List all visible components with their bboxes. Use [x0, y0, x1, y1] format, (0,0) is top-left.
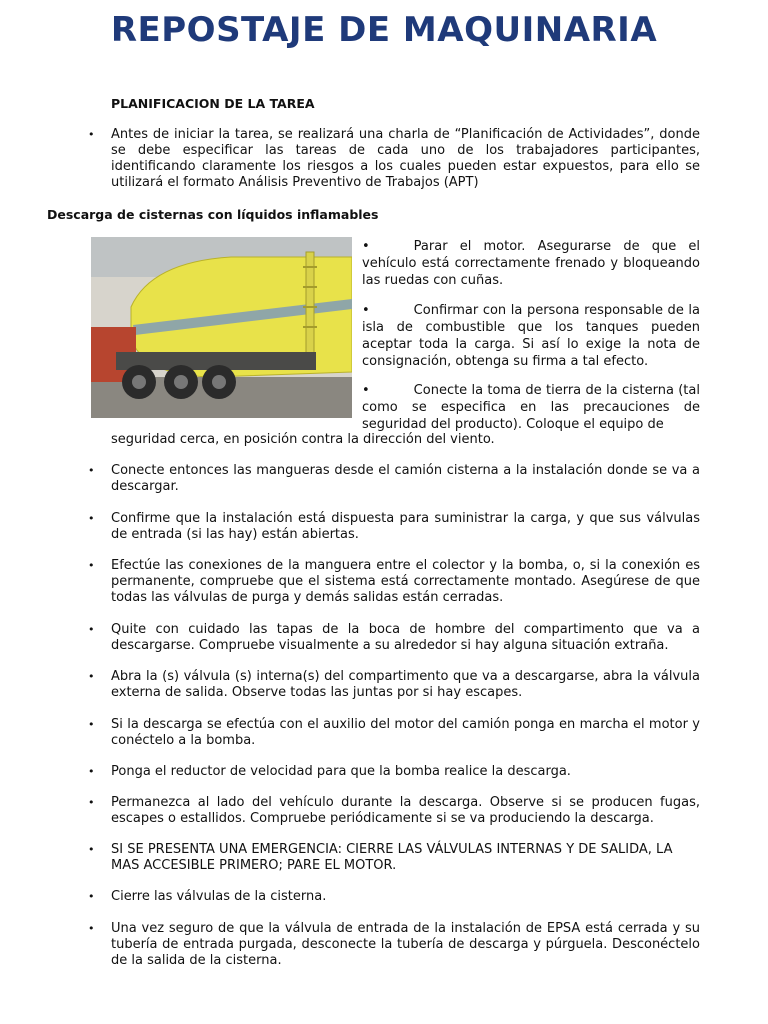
list-item: Abra la (s) válvula (s) interna(s) del compartimento que va a descargarse, abra la válvula externa de salida. Observe todas las juntas por si hay escapes.	[111, 669, 700, 700]
bullet-icon: •	[88, 718, 95, 731]
tanker-truck-illustration	[91, 237, 352, 418]
list-item: Cierre las válvulas de la cisterna.	[111, 889, 327, 904]
bullet-icon: •	[88, 128, 95, 141]
bullet-icon: •	[362, 383, 370, 398]
tanker-truck-photo	[91, 237, 352, 418]
section-heading-discharge: Descarga de cisternas con líquidos inflamables	[47, 207, 379, 222]
bullet-icon: •	[88, 464, 95, 477]
side-item-continuation: seguridad cerca, en posición contra la dirección del viento.	[111, 432, 495, 447]
list-item: Conecte entonces las mangueras desde el camión cisterna a la instalación donde se va a descargar.	[111, 463, 700, 494]
section-heading-planning: PLANIFICACION DE LA TAREA	[111, 96, 315, 111]
bullet-icon: •	[88, 796, 95, 809]
page-title: REPOSTAJE DE MAQUINARIA	[110, 10, 658, 50]
list-item: Una vez seguro de que la válvula de entrada de la instalación de EPSA está cerrada y su tubería de entrada purgada, desconecte la tubería de descarga y púrguela. Desconéctelo de la salida de la cisterna.	[111, 921, 700, 968]
bullet-icon: •	[88, 559, 95, 572]
bullet-icon: •	[362, 303, 370, 318]
list-item: Permanezca al lado del vehículo durante la descarga. Observe si se producen fugas, escapes o estallidos. Compruebe periódicamente si se va produciendo la descarga.	[111, 795, 700, 826]
bullet-icon: •	[88, 922, 95, 935]
bullet-icon: •	[88, 512, 95, 525]
bullet-icon: •	[88, 623, 95, 636]
bullet-icon: •	[362, 239, 370, 254]
planning-paragraph: Antes de iniciar la tarea, se realizará una charla de “Planificación de Actividades”, donde se debe especificar las tareas de cada uno de los trabajadores participantes, identificando claramente los riesgos a los cuales pueden estar expuestos, para ello se utilizará el formato Análisis Preventivo de Trabajos (APT)	[111, 127, 700, 190]
side-item-2	[362, 302, 700, 370]
side-item-text: Parar el motor. Asegurarse de que el vehículo está correctamente frenado y bloqueando las ruedas con cuñas.	[362, 239, 700, 288]
list-item: Efectúe las conexiones de la manguera entre el colector y la bomba, o, si la conexión es permanente, compruebe que el sistema está correctamente montado. Asegúrese de que todas las válvulas de purga y demás salidas están cerradas.	[111, 558, 700, 605]
side-item-3	[362, 382, 700, 433]
bullet-icon: •	[88, 890, 95, 903]
side-item-1	[362, 238, 700, 289]
bullet-icon: •	[88, 843, 95, 856]
list-item: Quite con cuidado las tapas de la boca de hombre del compartimento que va a descargarse. Compruebe visualmente a su alrededor si hay alguna situación extraña.	[111, 622, 700, 653]
side-item-text: Confirmar con la persona responsable de la isla de combustible que los tanques pueden aceptar toda la carga. Si así lo exige la nota de consignación, obtenga su firma a tal efecto.	[362, 303, 700, 369]
bullet-icon: •	[88, 765, 95, 778]
emergency-item: SI SE PRESENTA UNA EMERGENCIA: CIERRE LAS VÁLVULAS INTERNAS Y DE SALIDA, LA MAS ACCESIBLE PRIMERO; PARE EL MOTOR.	[111, 842, 673, 873]
side-item-text: Conecte la toma de tierra de la cisterna (tal como se especifica en las precauciones de seguridad del producto). Coloque el equipo de	[362, 383, 700, 432]
list-item: Si la descarga se efectúa con el auxilio del motor del camión ponga en marcha el motor y conéctelo a la bomba.	[111, 717, 700, 748]
bullet-icon: •	[88, 670, 95, 683]
list-item: Confirme que la instalación está dispuesta para suministrar la carga, y que sus válvulas de entrada (si las hay) están abiertas.	[111, 511, 700, 542]
list-item: Ponga el reductor de velocidad para que la bomba realice la descarga.	[111, 764, 571, 779]
